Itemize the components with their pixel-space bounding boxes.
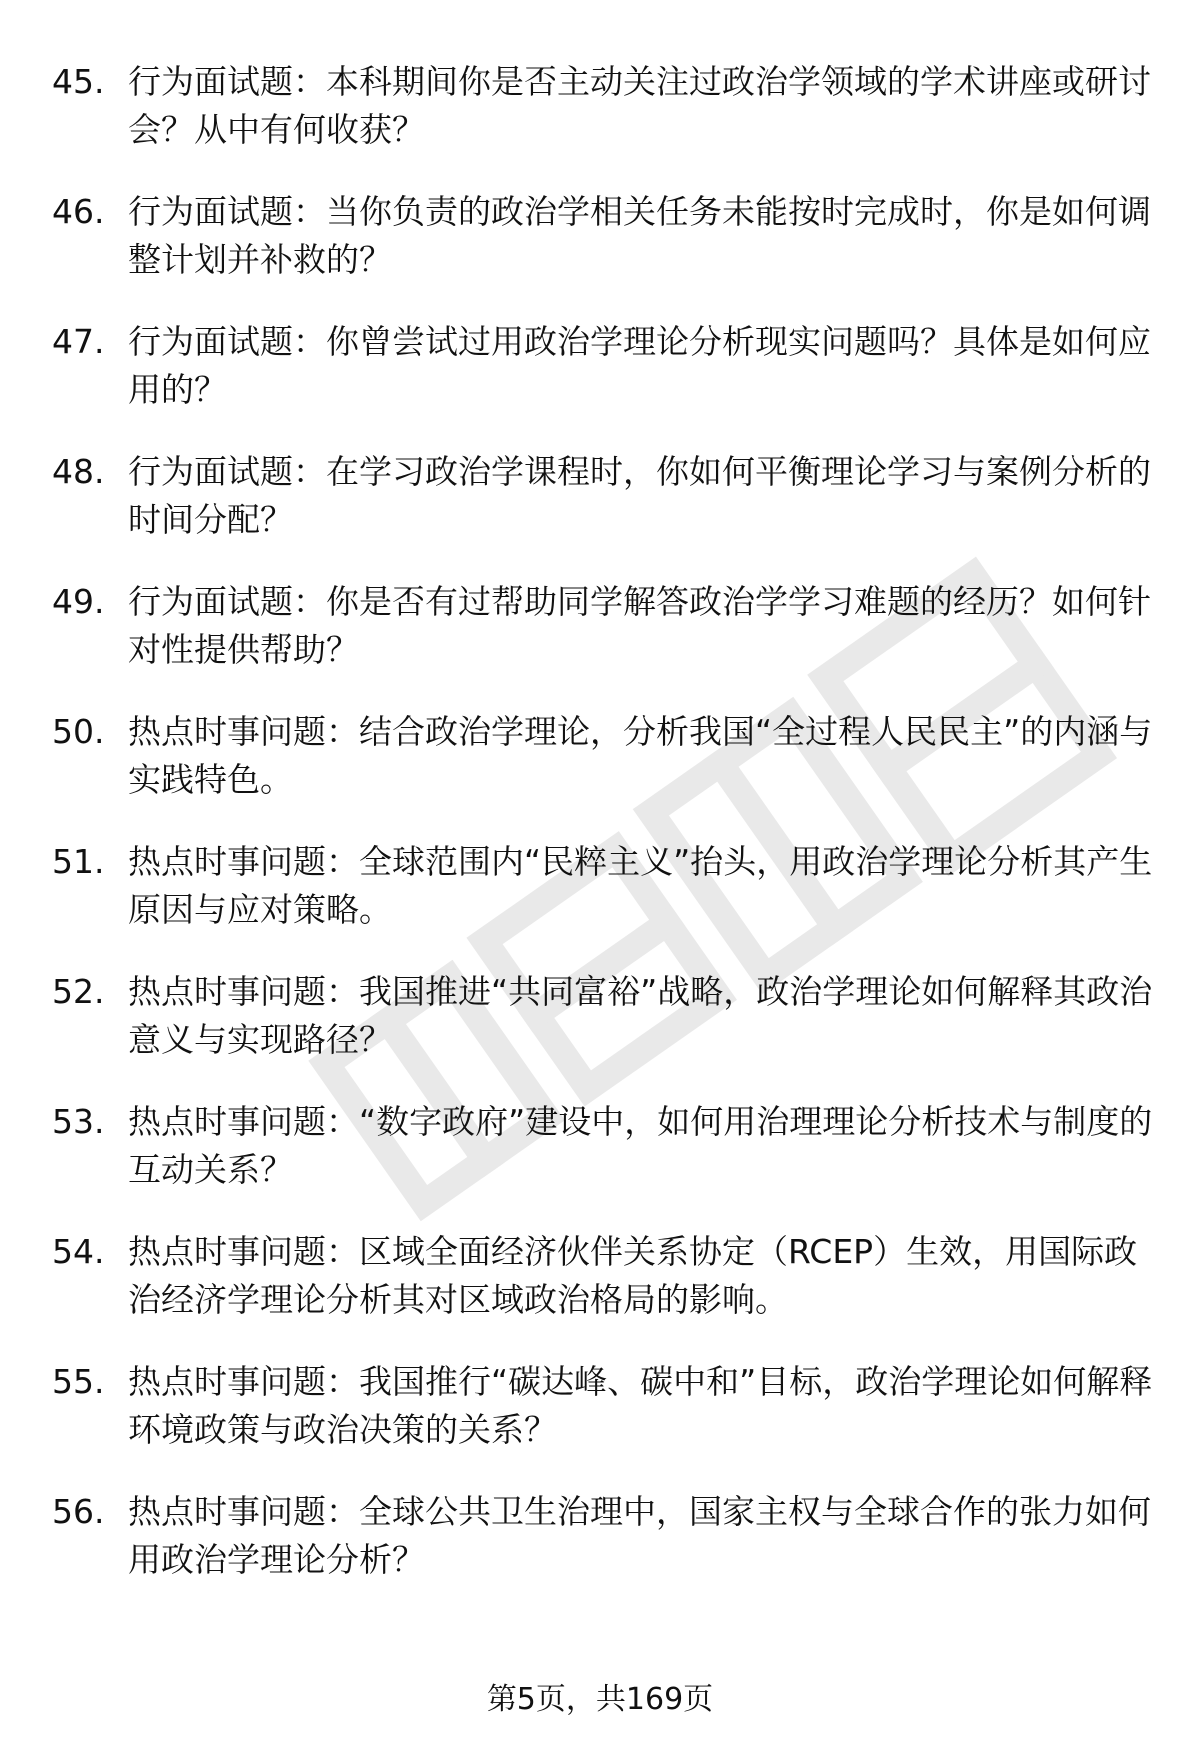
question-item	[52, 318, 1162, 414]
question-text: 热点时事问题：全球公共卫生治理中，国家主权与全球合作的张力如何用政治学理论分析？	[128, 1492, 1151, 1579]
question-text: 行为面试题：你是否有过帮助同学解答政治学学习难题的经历？如何针对性提供帮助？	[128, 582, 1151, 669]
question-text: 热点时事问题：区域全面经济伙伴关系协定（RCEP）生效，用国际政治经济学理论分析其对区域政治格局的影响。	[128, 1232, 1138, 1319]
page-footer: 第5页，共169页	[486, 1682, 714, 1717]
question-number: 50.	[52, 712, 105, 751]
question-item	[52, 578, 1162, 674]
question-number: 48.	[52, 452, 105, 491]
question-number: 51.	[52, 842, 105, 881]
question-item	[52, 448, 1162, 544]
question-number: 56.	[52, 1492, 105, 1531]
question-text: 热点时事问题：我国推进“共同富裕”战略，政治学理论如何解释其政治意义与实现路径？	[128, 972, 1153, 1059]
question-item	[52, 1228, 1162, 1324]
question-item	[52, 188, 1162, 284]
question-text: 行为面试题：在学习政治学课程时，你如何平衡理论学习与案例分析的时间分配？	[128, 452, 1151, 539]
question-item	[52, 838, 1162, 934]
question-text: 行为面试题：当你负责的政治学相关任务未能按时完成时，你是如何调整计划并补救的？	[128, 192, 1151, 279]
question-text: 热点时事问题：全球范围内“民粹主义”抬头，用政治学理论分析其产生原因与应对策略。	[128, 842, 1153, 929]
question-number: 54.	[52, 1232, 105, 1271]
question-item	[52, 1358, 1162, 1454]
question-text: 热点时事问题：结合政治学理论，分析我国“全过程人民民主”的内涵与实践特色。	[128, 712, 1153, 799]
question-text: 热点时事问题：“数字政府”建设中，如何用治理理论分析技术与制度的互动关系？	[128, 1102, 1153, 1189]
question-item	[52, 1098, 1162, 1194]
question-item	[52, 58, 1162, 154]
question-item	[52, 708, 1162, 804]
question-text: 行为面试题：本科期间你是否主动关注过政治学领域的学术讲座或研讨会？从中有何收获？	[128, 62, 1151, 149]
question-number: 53.	[52, 1102, 105, 1141]
question-item	[52, 968, 1162, 1064]
question-item	[52, 1488, 1162, 1584]
question-number: 49.	[52, 582, 105, 621]
question-number: 47.	[52, 322, 105, 361]
question-list	[52, 58, 1162, 1618]
question-number: 46.	[52, 192, 105, 231]
question-text: 热点时事问题：我国推行“碳达峰、碳中和”目标，政治学理论如何解释环境政策与政治决策的关系？	[128, 1362, 1153, 1449]
question-number: 55.	[52, 1362, 105, 1401]
question-text: 行为面试题：你曾尝试过用政治学理论分析现实问题吗？具体是如何应用的？	[128, 322, 1151, 409]
question-number: 45.	[52, 62, 105, 101]
question-number: 52.	[52, 972, 105, 1011]
